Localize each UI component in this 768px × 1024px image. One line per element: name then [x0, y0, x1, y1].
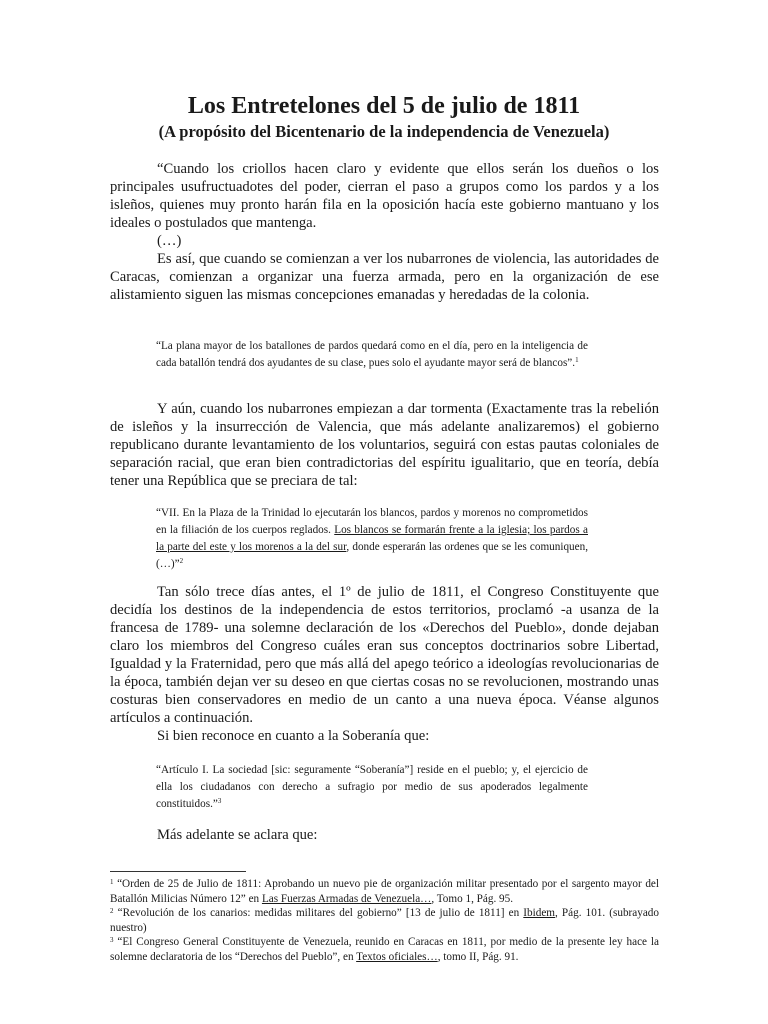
block-quote-2: [156, 505, 588, 573]
footnote-3-text-b: , tomo II, Pág. 91.: [437, 950, 519, 963]
paragraph-2: Es así, que cuando se comienzan a ver los nubarrones de violencia, las autoridades de Caracas, comienzan a organizar una fuerza armada, pero en la organización de ese alistamiento siguen las mismas concepciones emanadas y heredadas de la colonia.: [110, 251, 659, 303]
quote-2-text-b: , donde esperarán las ordenes que se les comuniquen,(…)”: [156, 541, 588, 570]
paragraph-3: Y aún, cuando los nubarrones empiezan a dar tormenta (Exactamente tras la rebelión de isleños y la insurrección de Valencia, que más adelante analizaremos) el gobierno republicano durante levantamiento de los voluntarios, seguirá con estas pautas coloniales de separación racial, que eran bien contradictorias del espíritu igualitario, que en teoría, debía tener una República que se preciara de tal:: [110, 401, 659, 489]
footnote-2-text-a: “Revolución de los canarios: medidas militares del gobierno” [13 de julio de 1811] en: [113, 907, 524, 920]
footnote-3-number: 3: [110, 936, 114, 945]
paragraph-1: “Cuando los criollos hacen claro y evidente que ellos serán los dueños o los principales usufructuadotes del poder, cierran el paso a grupos como los pardos y a los isleños, quienes muy pronto harán fila en la oposición hacía este gobierno mantuano y los ideales o postulados que mantenga.: [110, 161, 659, 231]
opening-block: [110, 160, 659, 304]
footnote-ref-3[interactable]: 3: [217, 797, 222, 805]
quote-3-text: “Artículo I. La sociedad [sic: seguramente “Soberanía”] reside en el pueblo; y, el ejercicio de ella los ciudadanos con derecho a sufragio por medio de sus apoderados legalmente constituidos.”: [156, 764, 588, 810]
quote-1-text: “La plana mayor de los batallones de pardos quedará como en el día, pero en la inteligencia de cada batallón tendrá dos ayudantes de su clase, pues solo el ayudante mayor será de blancos”.: [156, 340, 588, 369]
footnote-1-source: Las Fuerzas Armadas de Venezuela…: [261, 892, 432, 905]
block-quote-1: [156, 338, 588, 372]
block-quote-3: [156, 762, 588, 813]
footnote-3-text-a: “El Congreso General Constituyente de Venezuela, reunido en Caracas en 1811, por medio de la presente ley hace la solemne declaratoria de los “Derechos del Pueblo”, en: [110, 936, 659, 963]
footnote-separator: [110, 871, 246, 872]
paragraph-3-block: [110, 400, 659, 490]
footnote-ref-1[interactable]: 1: [575, 356, 579, 364]
ellipsis-line: (…): [157, 233, 182, 249]
footnote-2: [110, 906, 659, 935]
footnote-1-text-b: , Tomo 1, Pág. 95.: [431, 892, 514, 905]
footnote-1-number: 1: [110, 878, 114, 886]
document-subtitle: (A propósito del Bicentenario de la independencia de Venezuela): [158, 122, 610, 141]
footnote-3: [110, 935, 659, 964]
quote-2-text-a: “VII. En la Plaza de la Trinidad lo ejecutarán los blancos, pardos y morenos no comprometidos en la filiación de los cuerpos reglados.: [156, 507, 588, 536]
paragraph-6: Más adelante se aclara que:: [157, 827, 318, 843]
paragraph-6-block: [110, 826, 659, 844]
quote-2-underlined: Los blancos se formarán frente a la iglesia; los pardos a la parte del este y los morenos a la del sur: [156, 524, 588, 553]
footnote-1-text-a: “Orden de 25 de Julio de 1811: Aprobando un nuevo pie de organización militar presentado por el sargento mayor del Batallón Milicias Número 12” en: [110, 878, 659, 905]
footnote-2-text-b: , Pág. 101. (subrayado nuestro): [110, 907, 659, 934]
footnote-ref-2[interactable]: 2: [179, 557, 184, 565]
footnote-1: [110, 877, 659, 906]
footnote-2-source: Ibidem: [523, 907, 555, 920]
footnotes: [110, 877, 659, 965]
paragraph-5: Si bien reconoce en cuanto a la Soberanía que:: [157, 728, 430, 744]
document-title: Los Entretelones del 5 de julio de 1811: [187, 93, 581, 119]
paragraph-4-block: [110, 583, 659, 745]
paragraph-4: Tan sólo trece días antes, el 1º de julio de 1811, el Congreso Constituyente que decidía los destinos de la independencia de estos territorios, proclamó -a usanza de la francesa de 1789- una solemne declaración de los «Derechos del Pueblo», donde dejaban claro los miembros del Congreso cuáles eran sus conceptos doctrinarios sobre Libertad, Igualdad y la Fraternidad, pero que más allá del apego teórico a ideologías revolucionarias de la época, también dejan ver su deseo en que ciertas cosas no se revolucionen, mostrando unas costuras bien conservadores en medio de un canto a una nueva época. Véanse algunos artículos a continuación.: [110, 584, 659, 726]
footnote-2-number: 2: [110, 907, 114, 916]
footnote-3-source: Textos oficiales…: [356, 950, 438, 963]
